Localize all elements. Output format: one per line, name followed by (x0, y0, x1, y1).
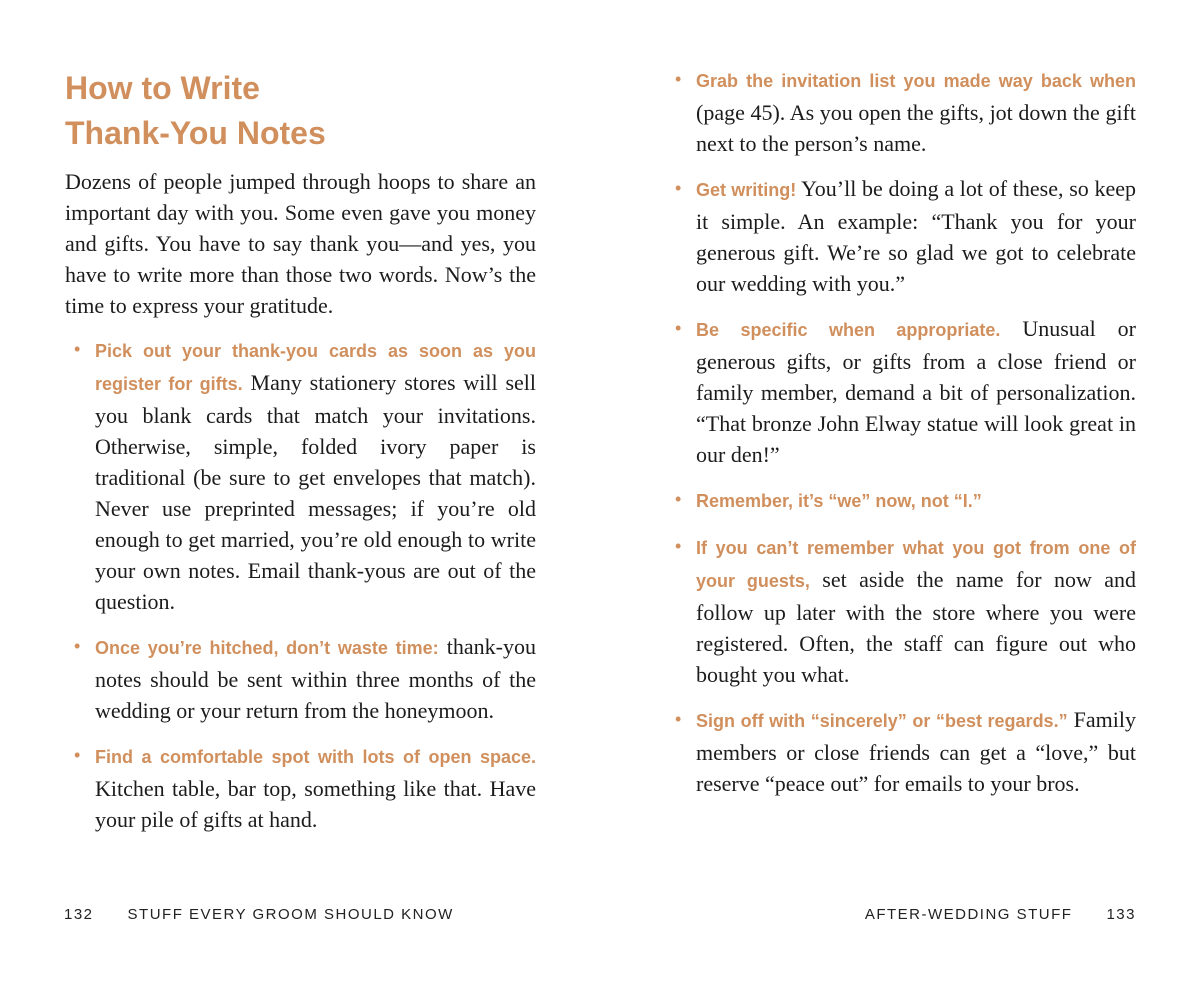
list-item (65, 334, 536, 617)
bullet-icon: • (675, 318, 682, 338)
bullet-icon: • (675, 536, 682, 556)
tip-lead: Once you’re hitched, don’t waste time: (95, 638, 439, 658)
tip-lead: Be specific when appropriate. (696, 320, 1001, 340)
bullet-icon: • (675, 69, 682, 89)
footer-right (865, 905, 1136, 925)
list-item (666, 704, 1136, 799)
running-head: STUFF EVERY GROOM SHOULD KNOW (127, 906, 454, 923)
bullet-icon: • (74, 745, 81, 765)
tip-text: Family members or close friends can get a “love,” but reserve “peace out” for emails to your bros. (696, 707, 1136, 796)
section-title (65, 66, 536, 156)
list-item (666, 64, 1136, 159)
bullet-icon: • (675, 489, 682, 509)
tip-text: Kitchen table, bar top, something like that. Have your pile of gifts at hand. (95, 776, 536, 832)
tip-text: Many stationery stores will sell you blank cards that match your invitations. Otherwise, simple, folded ivory paper is traditional (be sure to get envelopes that match). Never use preprinted messages; if you’re old enough to get married, you’re old enough to write your own notes. Email thank-yous are out of the question. (95, 370, 536, 614)
list-item (666, 173, 1136, 299)
tip-lead: If you can’t remember what you got from one of your guests, (696, 538, 1136, 591)
list-item (666, 531, 1136, 690)
bullet-icon: • (675, 178, 682, 198)
bullet-icon: • (675, 709, 682, 729)
tip-text: set aside the name for now and follow up later with the store where you were registered. Often, the staff can figure out who bought you what. (696, 567, 1136, 687)
list-item (666, 313, 1136, 470)
tip-text: You’ll be doing a lot of these, so keep it simple. An example: “Thank you for your generous gift. We’re so glad we got to celebrate our wedding with you.” (696, 176, 1136, 296)
page-number: 132 (64, 906, 94, 923)
tip-lead: Grab the invitation list you made way back when (696, 71, 1136, 91)
tip-text: (page 45). As you open the gifts, jot down the gift next to the person’s name. (696, 100, 1136, 156)
bullet-icon: • (74, 636, 81, 656)
intro-paragraph: Dozens of people jumped through hoops to share an important day with you. Some even gave you money and gifts. You have to say thank you—and yes, you have to write more than those two words. Now’s the time to express your gratitude. (65, 169, 536, 318)
tip-lead: Pick out your thank-you cards as soon as you register for gifts. (95, 341, 536, 394)
tip-text: Unusual or generous gifts, or gifts from a close friend or family member, demand a bit of personalization. “That bronze John Elway statue will look great in our den!” (696, 316, 1136, 467)
right-page (666, 0, 1136, 986)
running-head: AFTER-WEDDING STUFF (864, 906, 1073, 923)
tip-lead: Get writing! (696, 180, 797, 200)
page-number: 133 (1106, 906, 1136, 923)
list-item (65, 631, 536, 726)
tips-list-right (666, 64, 1136, 813)
bullet-icon: • (74, 339, 81, 359)
footer-left (64, 905, 454, 925)
tip-lead: Find a comfortable spot with lots of open space. (95, 747, 536, 767)
tip-lead: Sign off with “sincerely” or “best regards.” (696, 711, 1068, 731)
tip-text: thank-you notes should be sent within three months of the wedding or your return from the honeymoon. (95, 634, 537, 723)
list-item (666, 484, 1136, 517)
tips-list-left (65, 334, 536, 849)
left-page (65, 0, 536, 986)
tip-lead: Remember, it’s “we” now, not “I.” (696, 491, 982, 511)
list-item (65, 740, 536, 835)
title-line-1: How to Write (65, 70, 260, 106)
title-line-2: Thank-You Notes (65, 115, 326, 151)
